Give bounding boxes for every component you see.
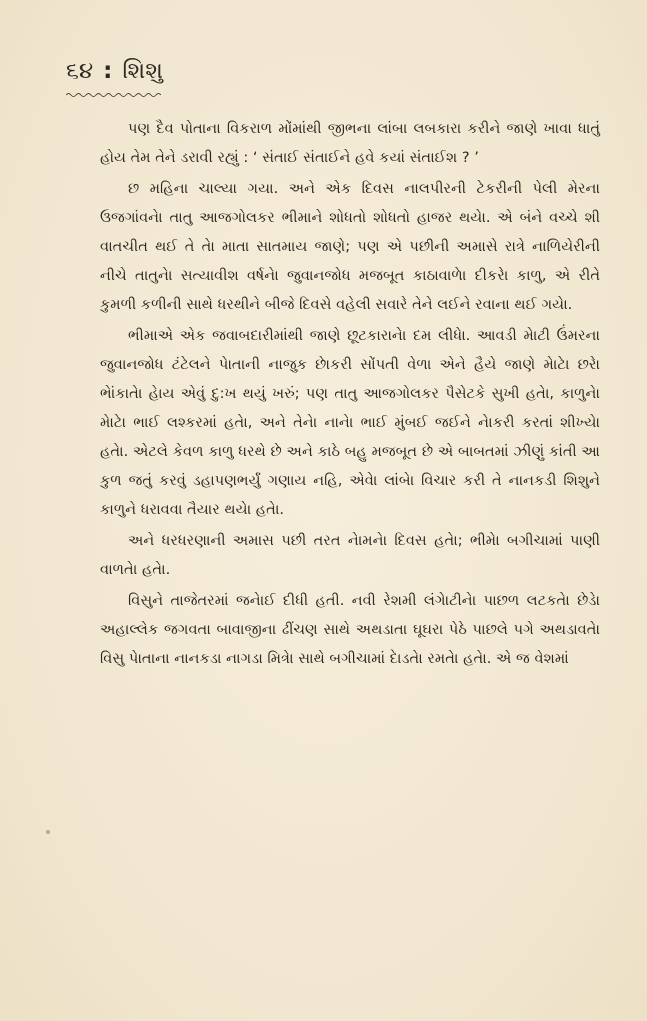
paper-speck [46, 830, 50, 834]
paragraph-1: પણ દૈવ પોતાના વિકરાળ મોંમાંથી જીભના લાંબા લબકારા કરીને જાણે ખાવા ધાતું હોય તેમ તેને ડરાવી રહ્યું : ‘ સંતાઈ સંતાઈને હવે કયાં સંતાઈશ ? ’ [100, 120, 600, 166]
running-title: શિશુ [122, 58, 164, 84]
header-separator: : [103, 58, 113, 84]
page-header [66, 58, 163, 84]
paragraph-5: વિસુને તાજેતરમાં જનેાઈ દીધી હતી. નવી રેશમી લંગેાટીનેા પાછળ લટકતેા છેડેા અહાલ્લેક જગવતા બાવાજીના ઢીંચણ સાથે અથડાતા ઘૂઘરા પેઠે પાછલે પગે અથડાવતેા વિસુ પેાતાના નાનકડા નાગડા મિત્રેા સાથે બગીચામાં દેાડતેા રમતેા હતેા. એ જ વેશમાં [100, 592, 600, 667]
header-ornament-rule [66, 92, 161, 98]
page-number: ૬૪ [66, 58, 94, 84]
paragraph-4: અને ધરધરણાની અમાસ પછી તરત નેામનેા દિવસ હતેા; ભીમેા બગીચામાં પાણી વાળતેા હતેા. [100, 532, 600, 578]
body-text [100, 114, 600, 675]
paragraph-2: છ મહિના ચાલ્યા ગયા. અને એક દિવસ નાલપીરની ટેકરીની પેલી મેરના ઉજગાંવનેા તાતુ આજગોલકર ભીમાને શોધતો શોધતો હાજર થયેા. એ બંને વચ્ચે શી વાતચીત થઈ તે તેા માતા સાતમાય જાણે; પણ એ પછીની અમાસે રાત્રે નાળિયેરીની નીચે તાતુનેા સત્યાવીશ વર્ષનેા જુવાનજોધ મજબૂત કાઠાવાળેા દીકરેા કાળુ, એ રીતે કુમળી કળીની સાથે ધરથીને બીજે દિવસે વહેલી સવારે તેને લઈને રવાના થઈ ગયેા. [100, 180, 600, 313]
paragraph-3: ભીમાએ એક જવાબદારીમાંથી જાણે છૂટકારાનેા દમ લીધેા. આવડી મેાટી ઉંમરના જુવાનજોધ ટંટેલને પેાતાની નાજુક છેાકરી સોંપતી વેળા એને હૈયે જાણે મેાટેા છરેા ભેાંકાતેા હેાય એવું દુ:ખ થયું ખરું; પણ તાતુ આજગોલકર પૈસેટકે સુખી હતેા, કાળુનેા મેાટેા ભાઈ લશ્કરમાં હતેા, અને તેનેા નાનેા ભાઈ મુંબઈ જઈને નેાકરી કરતાં શીખ્યેા હતેા. એટલે કેવળ કાળુ ધરથે છે અને કાઠે બહુ મજબૂત છે એ બાબતમાં ઝીણું કાંતી આ કુળ જતું કરવું ડહાપણભર્યું ગણાય નહિ, એવેા લાંબેા વિચાર કરી તે નાનકડી શિશુને કાળુને ધરાવવા તૈયાર થયેા હતેા. [100, 327, 600, 518]
